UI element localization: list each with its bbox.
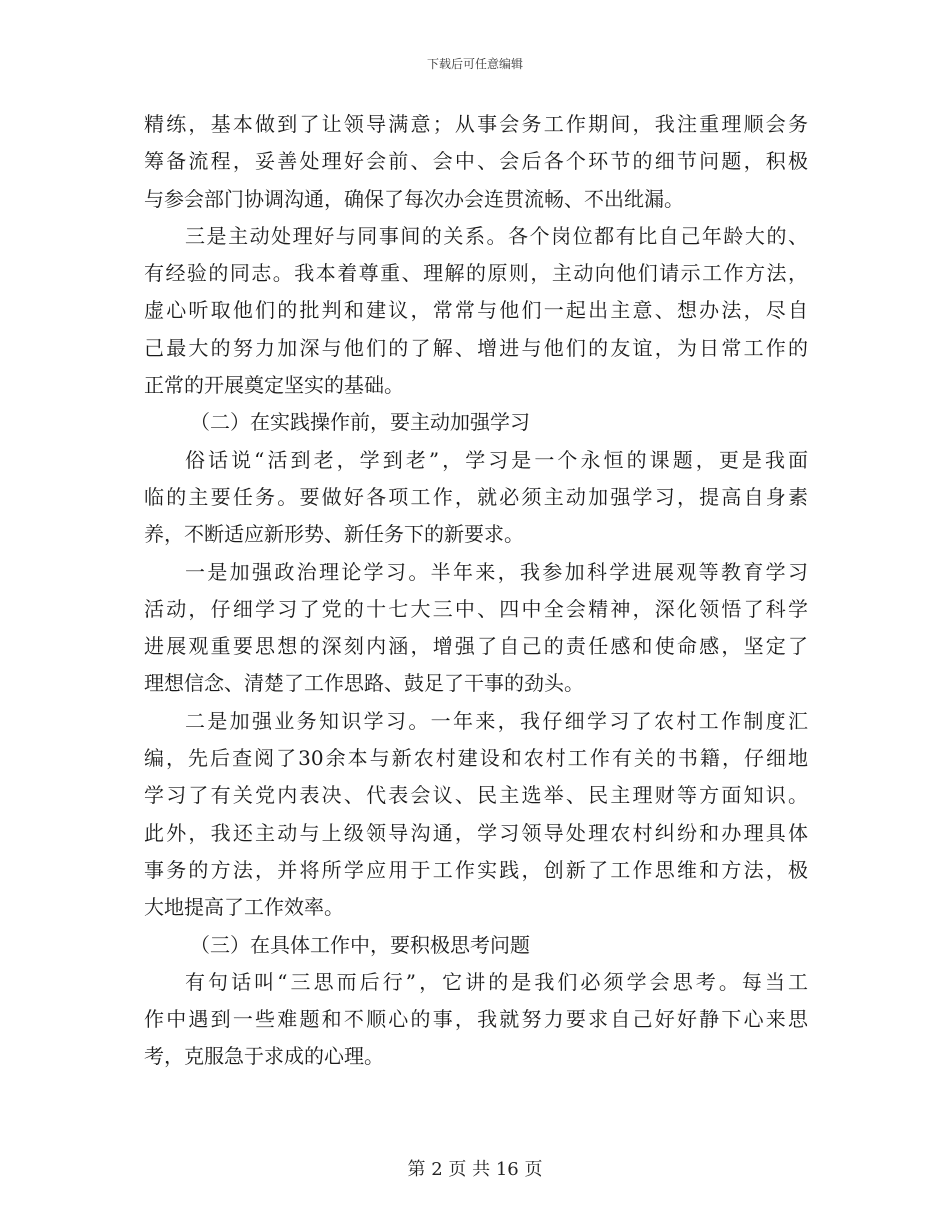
text-line: 临的主要任务。要做好各项工作，就必须主动加强学习，提高自身素 <box>144 484 808 509</box>
text-line: 理想信念、清楚了工作思路、鼓足了干事的劲头。 <box>144 671 584 696</box>
text-line: 虚心听取他们的批判和建议，常常与他们一起出主意、想办法，尽自 <box>144 298 808 323</box>
text-line: 活动，仔细学习了党的十七大三中、四中全会精神，深化领悟了科学 <box>144 596 808 621</box>
document-body <box>144 106 808 1076</box>
text-line: 养，不断适应新形势、新任务下的新要求。 <box>144 522 524 547</box>
text-line: 筹备流程，妥善处理好会前、会中、会后各个环节的细节问题，积极 <box>144 149 808 174</box>
text-line: 正常的开展奠定坚实的基础。 <box>144 373 404 398</box>
text-line: 编，先后查阅了30余本与新农村建设和农村工作有关的书籍，仔细地 <box>144 746 808 771</box>
text-line: 事务的方法，并将所学应用于工作实践，创新了工作思维和方法，极 <box>144 857 808 882</box>
text-line: 大地提高了工作效率。 <box>144 895 344 920</box>
text-line: 与参会部门协调沟通，确保了每次办会连贯流畅、不出纰漏。 <box>144 186 684 211</box>
page-header: 下载后可任意编辑 <box>426 57 523 71</box>
text-line: 进展观重要思想的深刻内涵，增强了自己的责任感和使命感，坚定了 <box>144 634 808 659</box>
text-line: 有句话叫“三思而后行”，它讲的是我们必须学会思考。每当工 <box>185 969 808 994</box>
text-line: 考，克服急于求成的心理。 <box>144 1044 384 1069</box>
section-heading: （三）在具体工作中，要积极思考问题 <box>190 932 530 957</box>
page-footer: 第 2 页 共 16 页 <box>407 1159 543 1180</box>
text-line: 二是加强业务知识学习。一年来，我仔细学习了农村工作制度汇 <box>185 708 808 733</box>
text-line: 学习了有关党内表决、代表会议、民主选举、民主理财等方面知识。 <box>144 783 808 808</box>
text-line: 俗话说“活到老，学到老”，学习是一个永恒的课题，更是我面 <box>185 447 808 472</box>
text-line: 精练，基本做到了让领导满意；从事会务工作期间，我注重理顺会务 <box>144 112 808 136</box>
section-heading: （二）在实践操作前，要主动加强学习 <box>190 410 530 435</box>
text-line: 有经验的同志。我本着尊重、理解的原则，主动向他们请示工作方法， <box>144 261 808 286</box>
text-line: 三是主动处理好与同事间的关系。各个岗位都有比自己年龄大的、 <box>185 223 808 248</box>
text-line: 作中遇到一些难题和不顺心的事，我就努力要求自己好好静下心来思 <box>144 1007 808 1032</box>
text-line: 一是加强政治理论学习。半年来，我参加科学进展观等教育学习 <box>185 559 808 584</box>
text-line: 此外，我还主动与上级领导沟通，学习领导处理农村纠纷和办理具体 <box>144 820 808 845</box>
text-line: 己最大的努力加深与他们的了解、增进与他们的友谊，为日常工作的 <box>144 335 808 360</box>
